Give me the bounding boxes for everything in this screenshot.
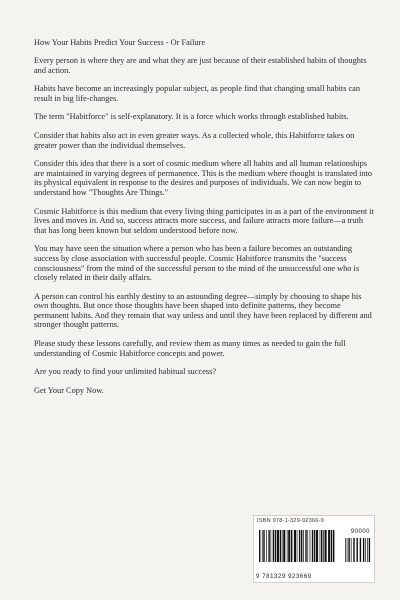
barcode-bar: [297, 530, 298, 562]
barcode-bar: [369, 538, 370, 562]
page-title: How Your Habits Predict Your Success - Or Failure: [34, 38, 206, 47]
barcode-bar: [367, 538, 368, 562]
barcode-bar: [314, 530, 315, 562]
barcode-bar: [316, 530, 318, 562]
barcode-bars: [257, 526, 371, 568]
barcode-bar: [345, 538, 346, 562]
barcode-bar: [365, 538, 366, 562]
barcode-bar: [291, 530, 292, 562]
barcode-bar: [259, 530, 260, 562]
barcode-bar: [294, 530, 296, 562]
paragraph: Are you ready to find your unlimited habitual success?: [34, 367, 217, 377]
paragraph: Get Your Copy Now.: [34, 385, 104, 395]
barcode-bar: [353, 538, 354, 562]
barcode-digits: 9 781329 923669: [256, 574, 312, 580]
barcode-bar: [277, 530, 279, 562]
barcode-bar: [301, 530, 302, 562]
paragraph: A person can control his earthly destiny to an astounding degree—simply by choosing to shape his own thoughts. But once those thoughts have been shaped into definite patterns, they become permanent habits. And they remain that way unless and until they have been replaced by different and stronger thought patterns.: [34, 291, 372, 330]
barcode-bar: [363, 538, 364, 562]
barcode-bar: [351, 538, 352, 562]
paragraph: Consider that habits also act in even greater ways. As a collected whole, this Habitforce takes on greater power than the individual themselves.: [34, 130, 355, 150]
paragraph: Consider this idea that there is a sort of cosmic medium where all habits and all human relationships are maintained in varying degrees of permanence. This is the medium where thought is translated into its physical equivalent in response to the desires and purposes of individuals. We can now begin to understand how "Thoughts Are Things.": [34, 159, 373, 197]
barcode-bar: [288, 530, 290, 562]
barcode-bar: [348, 538, 349, 562]
barcode-bar: [360, 538, 361, 562]
cover-text: [34, 38, 374, 404]
barcode-bar: [331, 530, 332, 562]
barcode-bar: [266, 530, 267, 562]
paragraph: Cosmic Habitforce is this medium that every living thing participates in as a part of the environment it lives and moves in. And so, success attracts more success, and failure attracts more failure—a truth that has long been known but seldom understood before now.: [34, 206, 374, 235]
paragraph: Please study these lessons carefully, and review them as many times as needed to gain the full understanding of Cosmic Habitforce concepts and power.: [34, 339, 346, 358]
barcode-bar: [307, 530, 308, 562]
paragraph: You may have seen the situation where a person who has been a failure becomes an outstanding success by close association with successful people. Cosmic Habitforce transmits the "success consciousness" from the mind of the successful person to the mind of the unsuccessful one who is closely related in their daily affairs.: [34, 244, 360, 283]
barcode-bar: [357, 538, 358, 562]
price-code: 90000: [350, 529, 370, 535]
isbn-label: ISBN 978-1-329-92366-9: [257, 518, 324, 524]
barcode-bar: [287, 530, 288, 562]
barcode-bar: [271, 530, 272, 562]
barcode-bar: [305, 530, 306, 562]
barcode-bar: [273, 530, 274, 562]
barcode-bar: [347, 538, 348, 562]
paragraph: Habits have become an increasingly popular subject, as people find that changing small habits can result in big life-changes.: [34, 84, 361, 103]
barcode-bar: [320, 530, 321, 562]
barcode-bar: [283, 530, 285, 562]
barcode-bar: [299, 530, 300, 562]
barcode-bar: [282, 530, 283, 562]
barcode-bar: [275, 530, 276, 562]
barcode-bar: [323, 530, 324, 562]
barcode-bar: [325, 530, 327, 562]
barcode-bar: [328, 530, 330, 562]
barcode-bar: [263, 530, 264, 562]
barcode-bar: [321, 530, 322, 562]
barcode-bar: [262, 530, 263, 562]
paragraph: Every person is where they are and what they are just because of their established habits of thoughts and action.: [34, 56, 367, 75]
barcode-bar: [303, 530, 304, 562]
barcode-bar: [333, 530, 334, 562]
barcode-bar: [312, 530, 313, 562]
isbn-barcode: [253, 515, 375, 583]
barcode-bar: [268, 530, 269, 562]
barcode-bar: [310, 530, 311, 562]
paragraph: The term "Habitforce" is self-explanatory. It is a force which works through established habits.: [34, 112, 349, 122]
barcode-bar: [280, 530, 281, 562]
